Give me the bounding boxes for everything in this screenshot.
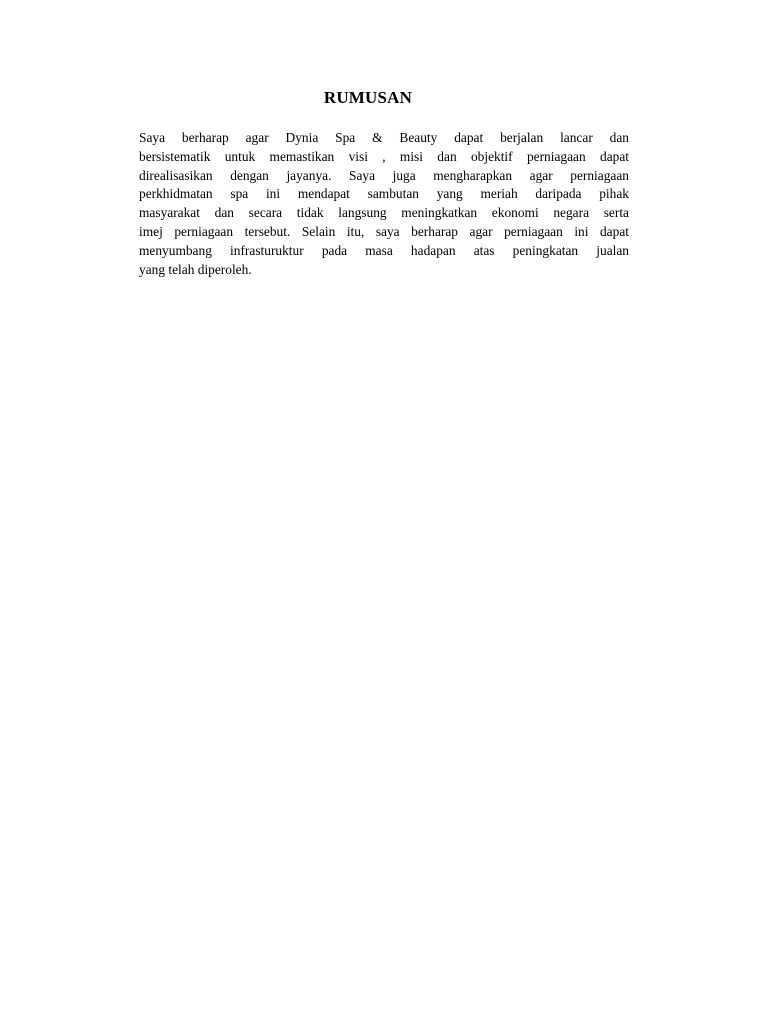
paragraph-line-1: Saya berharap agar Dynia Spa & Beauty dapat berjalan lancar dan <box>139 130 629 145</box>
paragraph-line-2: bersistematik untuk memastikan visi , misi dan objektif perniagaan dapat <box>139 148 629 164</box>
paragraph-line-3: direalisasikan dengan jayanya. Saya juga mengharapkan agar perniagaan <box>139 167 629 183</box>
paragraph-line-7: menyumbang infrasturuktur pada masa hadapan atas peningkatan jualan <box>139 242 629 258</box>
conclusion-paragraph <box>139 129 629 279</box>
paragraph-line-6: imej perniagaan tersebut. Selain itu, saya berharap agar perniagaan ini dapat <box>139 223 629 239</box>
page-title: RUMUSAN <box>323 88 413 107</box>
paragraph-line-4: perkhidmatan spa ini mendapat sambutan yang meriah daripada pihak <box>139 186 629 202</box>
paragraph-line-5: masyarakat dan secara tidak langsung meningkatkan ekonomi negara serta <box>139 205 629 221</box>
paragraph-line-8: yang telah diperoleh. <box>139 261 252 277</box>
